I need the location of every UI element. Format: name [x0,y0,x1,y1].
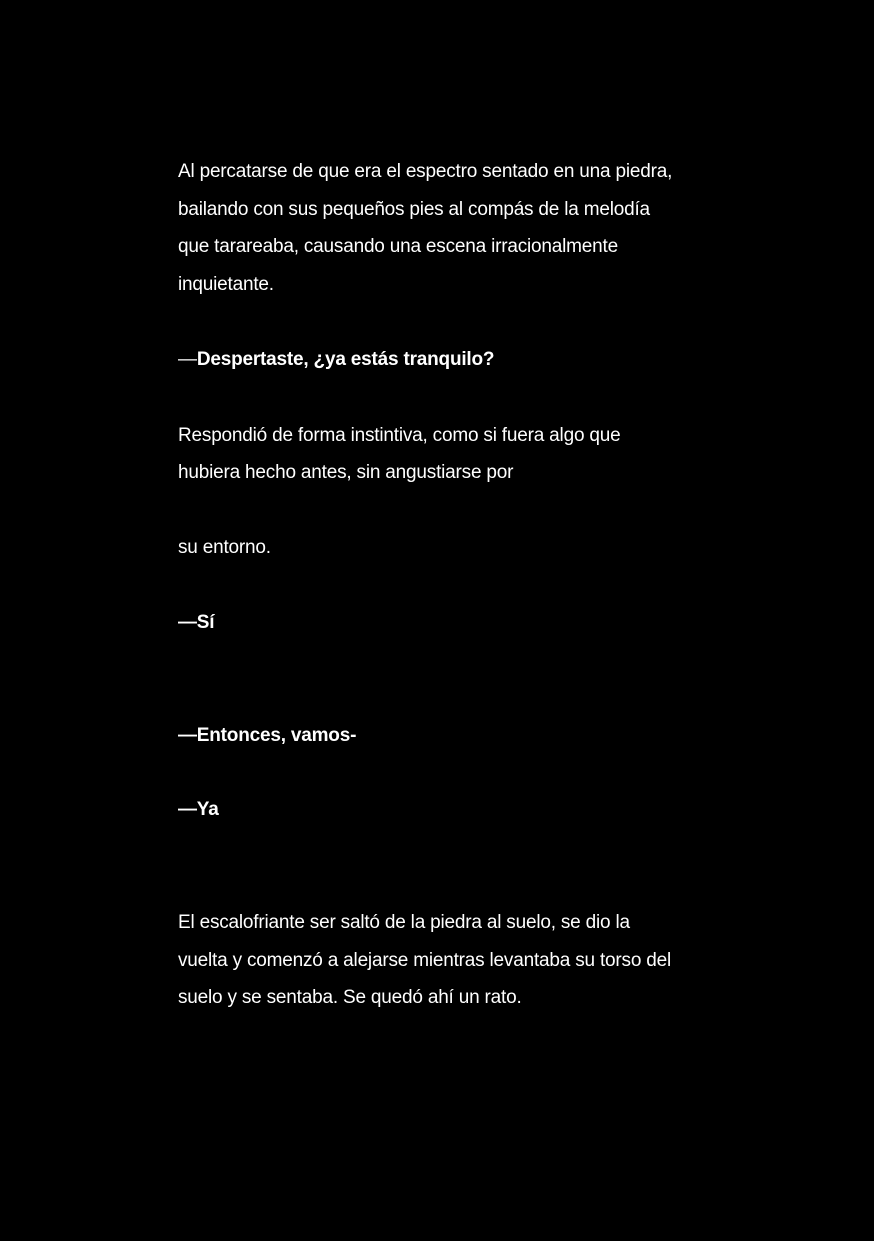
dialogue-1 [178,348,494,372]
dialogue-1-text: Despertaste, ¿ya estás tranquilo? [196,349,495,370]
paragraph-4-line-1: El escalofriante ser saltó de la piedra al suelo, se dio la [178,912,630,933]
dialogue-2: —Sí [178,612,215,633]
dialogue-4: —Ya [178,799,219,820]
dialogue-3: —Entonces, vamos- [178,725,357,746]
dialogue-1-dash: — [178,349,197,370]
paragraph-2-line-1: Respondió de forma instintiva, como si fuera algo que [178,425,621,446]
paragraph-1-line-4: inquietante. [178,274,274,295]
paragraph-1-line-2: bailando con sus pequeños pies al compás de la melodía [178,199,650,220]
paragraph-1-line-1: Al percatarse de que era el espectro sentado en una piedra, [178,161,673,182]
paragraph-4-line-3: suelo y se sentaba. Se quedó ahí un rato. [178,987,522,1008]
paragraph-3: su entorno. [178,537,271,558]
paragraph-2-line-2: hubiera hecho antes, sin angustiarse por [178,462,514,483]
paragraph-4-line-2: vuelta y comenzó a alejarse mientras levantaba su torso del [178,950,672,971]
paragraph-1-line-3: que tarareaba, causando una escena irracionalmente [178,236,618,257]
